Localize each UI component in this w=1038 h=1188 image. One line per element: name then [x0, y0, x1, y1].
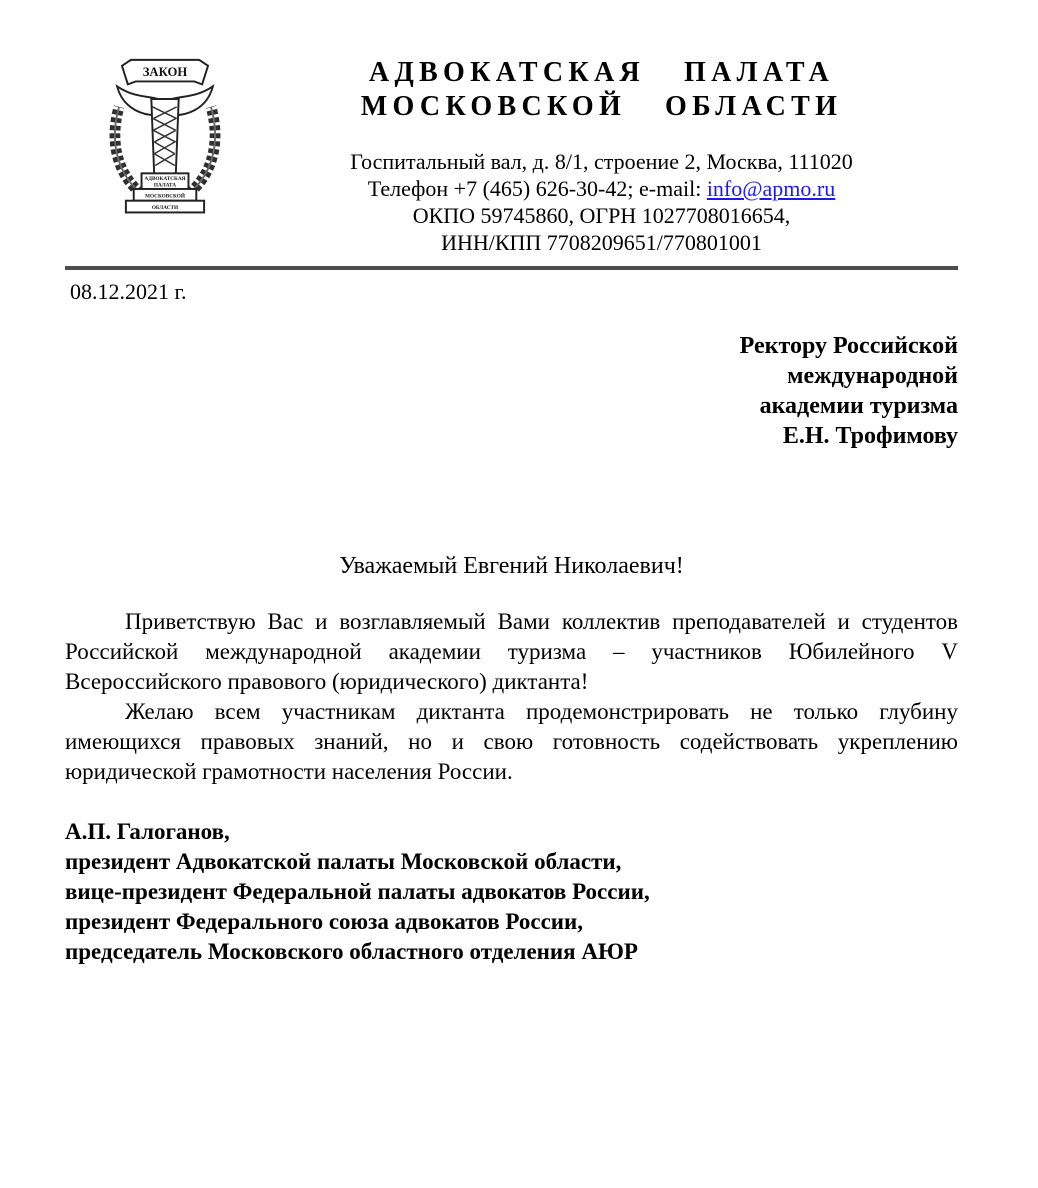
addressee-line: международной	[787, 363, 958, 389]
pedestal-text-2: ПАЛАТА	[153, 182, 177, 189]
email-link[interactable]: info@apmo.ru	[706, 176, 836, 201]
pedestal-text-1: АДВОКАТСКАЯ	[144, 176, 186, 183]
org-address: Госпитальный вал, д. 8/1, строение 2, Москва, 111020	[350, 149, 853, 174]
pedestal-text-3: МОСКОВСКОЙ	[145, 193, 185, 200]
phone-label: Телефон +7 (465) 626-30-42; e-mail:	[367, 176, 707, 201]
signature-name: А.П. Галоганов,	[65, 819, 230, 844]
org-phone-email	[245, 175, 958, 202]
org-name-line2: МОСКОВСКОЙ ОБЛАСТИ	[360, 91, 843, 122]
org-okpo-ogrn: ОКПО 59745860, ОГРН 1027708016654,	[412, 203, 791, 228]
body-paragraph-2: Желаю всем участникам диктанта продемонстрировать не только глубину имеющихся правовых знаний, но и свою готовность содействовать укреплению юридической грамотности населения России.	[65, 699, 958, 784]
org-logo	[65, 52, 245, 237]
addressee-block	[65, 331, 958, 451]
body-paragraph-1: Приветствую Вас и возглавляемый Вами коллектив преподавателей и студентов Российской международной академии туризма – участников Юбилейного V Всероссийского правового (юридического) диктанта!	[65, 609, 958, 694]
signature-title: президент Адвокатской палаты Московской области,	[65, 849, 622, 874]
header-divider	[65, 266, 958, 270]
org-name	[245, 56, 958, 124]
signature-title: президент Федерального союза адвокатов России,	[65, 909, 584, 934]
addressee-line: Ректору Российской	[739, 333, 958, 359]
org-name-line1: АДВОКАТСКАЯ ПАЛАТА	[368, 57, 835, 88]
letterhead	[65, 52, 958, 256]
org-info	[245, 52, 958, 256]
signature-title: председатель Московского областного отделения АЮР	[65, 939, 638, 964]
org-contacts	[245, 148, 958, 256]
addressee-line: Е.Н. Трофимову	[782, 423, 958, 449]
salutation: Уважаемый Евгений Николаевич!	[339, 553, 684, 579]
pedestal-text-4: ОБЛАСТИ	[151, 205, 179, 212]
bar-association-emblem-icon	[85, 56, 245, 232]
addressee-line: академии туризма	[759, 393, 958, 419]
letter-date: 08.12.2021 г.	[70, 279, 187, 304]
signature-block	[65, 817, 958, 967]
banner-text: ЗАКОН	[142, 65, 188, 80]
org-inn-kpp: ИНН/КПП 7708209651/770801001	[441, 230, 762, 255]
signature-title: вице-президент Федеральной палаты адвокатов России,	[65, 879, 650, 904]
